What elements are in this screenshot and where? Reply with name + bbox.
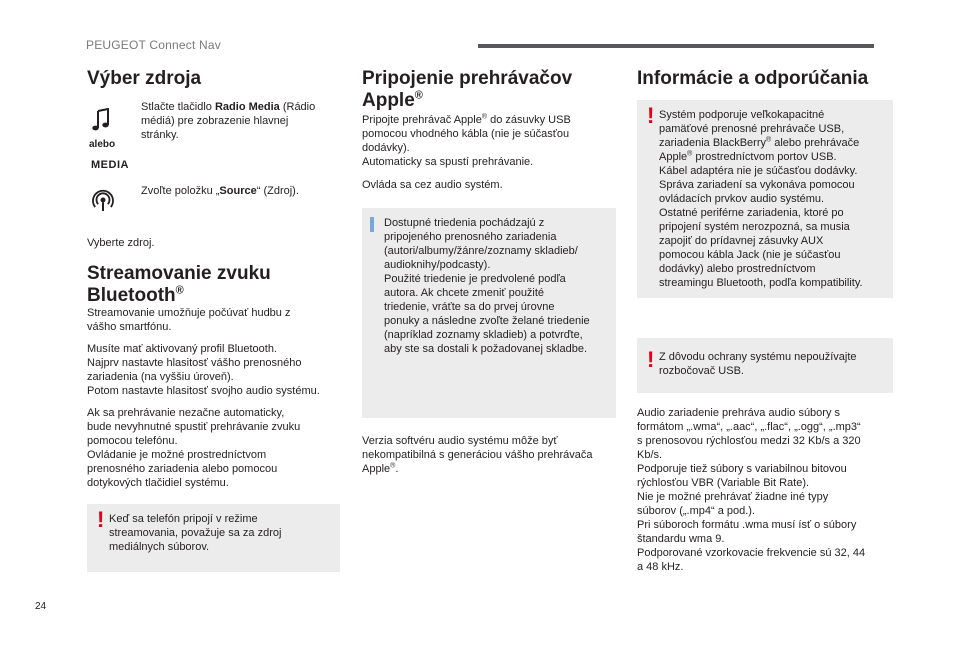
apple-para-3: Verzia softvéru audio systému môže byť nekompatibilná s generáciou vášho prehrávača Apple®. [362, 435, 593, 475]
bluetooth-para-2: Musíte mať aktivovaný profil Bluetooth. Najprv nastavte hlasitosť vášho prenosného zariadenia (na vyššiu úroveň). Potom nastavte hlasitosť svojho audio systému. [87, 343, 320, 397]
audio-formats-text: Audio zariadenie prehráva audio súbory s formátom „.wma“, „.aac“, „.flac“, „.ogg“, „.mp3“ s prenosovou rýchlosťou medzi 32 Kb/s a 320 Kb/s. Podporuje tiež súbory s variabilnou bitovou rýchlosťou VBR (Variable Bit Rate). Nie je možné prehrávať žiadne iné typy súborov („.mp4“ a pod.). Pri súboroch formátu .wma musí ísť o súbory štandardu wma 9. Podporované vzorkovacie frekvencie sú 32, 44 a 48 kHz. [637, 407, 866, 573]
info-title: Informácie a odporúčania [637, 68, 869, 89]
bluetooth-para-3: Ak sa prehrávanie nezačne automaticky, bude nevyhnutné spustiť prehrávanie zvuku pomocou telefónu. Ovládanie je možné prostredníctvom prenosného zariadenia alebo pomocou dotykových tlačidiel systému. [87, 407, 301, 489]
step-select-source: Zvoľte položku „Source“ (Zdroj). [141, 185, 299, 197]
bluetooth-warning-box [87, 504, 340, 572]
warning-icon: ! [97, 507, 105, 532]
apple-info-box [362, 208, 616, 418]
bluetooth-title: Streamovanie zvuku Bluetooth® [87, 263, 271, 306]
apple-para-1: Pripojte prehrávač Apple® do zásuvky USB pomocou vhodného kábla (nie je súčasťou dodávky). Automaticky sa spustí prehrávanie. [362, 113, 571, 168]
or-label: alebo [89, 139, 116, 150]
media-label: MEDIA [91, 159, 129, 171]
bluetooth-warning-text: Keď sa telefón pripojí v režime streamovania, považuje sa za zdroj mediálnych súborov. [109, 513, 282, 553]
apple-title: Pripojenie prehrávačov Apple® [362, 68, 573, 111]
music-note-icon [91, 108, 111, 137]
wireless-source-icon [91, 189, 115, 218]
running-header: PEUGEOT Connect Nav [86, 38, 221, 52]
source-title: Výber zdroja [87, 68, 202, 89]
step-press-radio-media: Stlačte tlačidlo Radio Media (Rádio médiá) pre zobrazenie hlavnej stránky. [141, 101, 316, 141]
warning-icon: ! [647, 103, 655, 128]
page-number: 24 [35, 601, 47, 612]
usb-warning-text: Systém podporuje veľkokapacitné pamäťové prenosné prehrávače USB, zariadenia BlackBerry® alebo prehrávače Apple® prostredníctvom portov USB. Kábel adaptéra nie je súčasťou dodávky. Správa zariadení sa vykonáva pomocou ovládacích prvkov audio systému. Ostatné periférne zariadenia, ktoré po pripojení systém nerozpozná, sa musia zapojiť do prídavnej zásuvky AUX pomocou kábla Jack (nie je súčasťou dodávky) alebo prostredníctvom streamingu Bluetooth, podľa kompatibility. [659, 109, 863, 289]
hub-warning-box [637, 338, 893, 393]
hub-warning-text: Z dôvodu ochrany systému nepoužívajte rozbočovač USB. [659, 351, 857, 377]
usb-warning-box [637, 100, 893, 298]
warning-icon: ! [647, 347, 655, 372]
select-source-text: Vyberte zdroj. [87, 237, 155, 249]
header-bar [478, 44, 874, 48]
apple-para-2: Ovláda sa cez audio systém. [362, 179, 503, 191]
bluetooth-para-1: Streamovanie umožňuje počúvať hudbu z vášho smartfónu. [87, 307, 291, 333]
column-source-bluetooth [87, 68, 343, 489]
apple-info-text: Dostupné triedenia pochádzajú z pripojeného prenosného zariadenia (autori/albumy/žánre/zoznamy skladieb/ audioknihy/podcasty). Použité triedenie je predvolené podľa autora. Ak chcete zmeniť použité triedenie, vráťte sa do prvej úrovne ponuky a následne zvoľte želané triedenie (napríklad zoznamy skladieb) a potvrďte, aby ste sa dostali k požadovanej skladbe. [384, 217, 590, 355]
info-icon [370, 217, 374, 232]
